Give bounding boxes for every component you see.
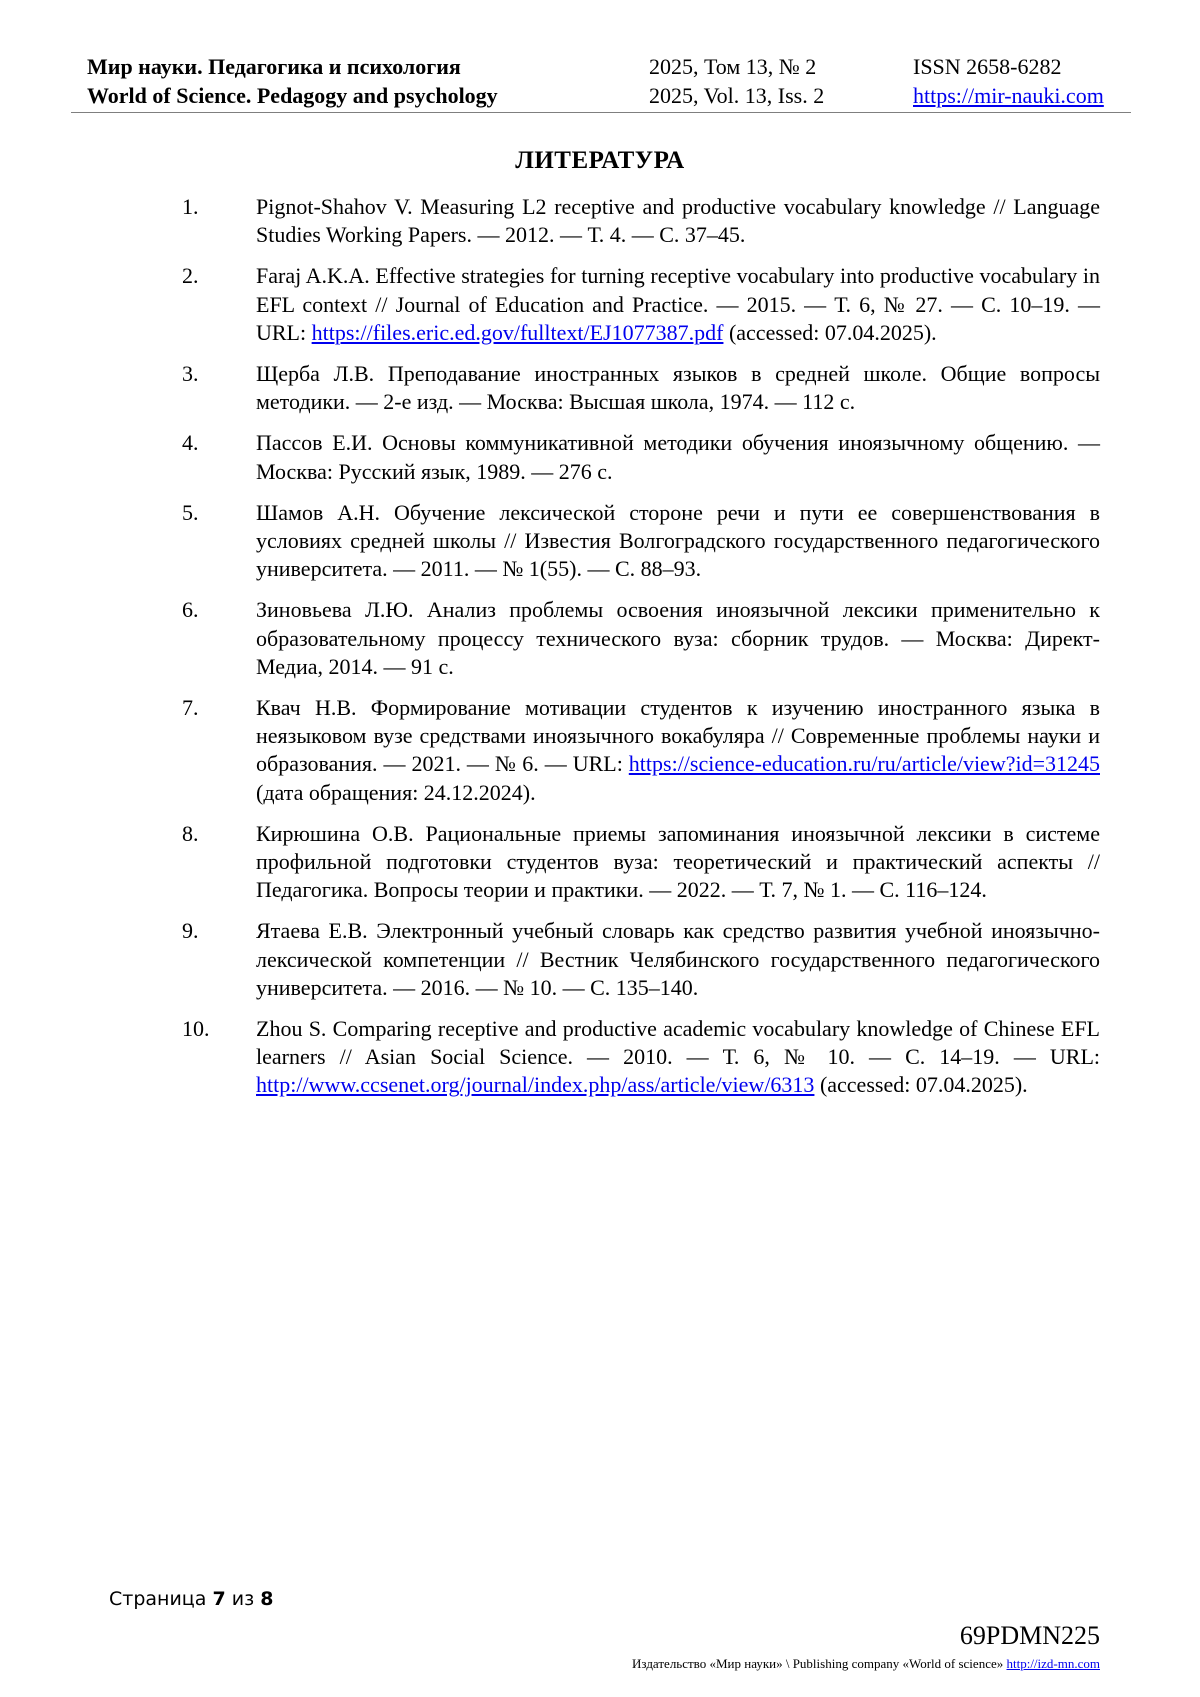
reference-number: 5. (182, 499, 199, 525)
reference-url-link[interactable]: https://science-education.ru/ru/article/view?id=31245 (628, 751, 1100, 777)
journal-site-link[interactable]: https://mir-nauki.com (913, 83, 1104, 108)
reference-number: 3. (182, 361, 199, 387)
reference-text: Квач Н.В. Формирование мотивации студентов к изучению иностранного языка в неязыковом вузе средствами иноязычного вокабуляра // Современные проблемы науки и образования. — 2021. — № 6. — URL: (256, 695, 1100, 777)
reference-item (182, 360, 1100, 416)
reference-text: Zhou S. Comparing receptive and productive academic vocabulary knowledge of Chinese EFL learners // Asian Social Science. — 2010. — Т. 6, № 10. — С. 14–19. — URL: (256, 1016, 1100, 1070)
journal-name (87, 52, 498, 110)
journal-header (87, 52, 1137, 110)
reference-url-link[interactable]: http://www.ccsenet.org/journal/index.php/ass/article/view/6313 (256, 1072, 815, 1098)
reference-number: 6. (182, 597, 199, 623)
reference-item (182, 499, 1100, 584)
reference-number: 8. (182, 820, 199, 846)
reference-url-link[interactable]: https://files.eric.ed.gov/fulltext/EJ1077387.pdf (311, 319, 724, 345)
reference-text: Пассов Е.И. Основы коммуникативной методики обучения иноязычному общению. — Москва: Русский язык, 1989. — 276 с. (256, 430, 1100, 484)
reference-item (182, 917, 1100, 1002)
reference-text: Faraj A.K.A. Effective strategies for turning receptive vocabulary into productive vocabulary in EFL context // Journal of Education and Practice. — 2015. — Т. 6, № 27. — С. 10–19. — URL: (256, 263, 1100, 345)
issue-ru: 2025, Том 13, № 2 (649, 54, 817, 79)
publisher-link[interactable]: http://izd-mn.com (1006, 1656, 1100, 1671)
reference-number: 7. (182, 695, 199, 721)
publisher-line (632, 1656, 1100, 1672)
reference-item (182, 694, 1100, 807)
reference-item (182, 1015, 1100, 1100)
page-prefix: Страница (109, 1588, 207, 1610)
reference-item (182, 193, 1100, 249)
reference-text: Щерба Л.В. Преподавание иностранных языков в средней школе. Общие вопросы методики. — 2-е изд. — Москва: Высшая школа, 1974. — 112 с. (256, 361, 1100, 415)
reference-text: Pignot-Shahov V. Measuring L2 receptive and productive vocabulary knowledge // Language Studies Working Papers. — 2012. — Т. 4. — С. 37–45. (256, 194, 1100, 248)
section-title: ЛИТЕРАТУРА (515, 147, 685, 174)
issue-en: 2025, Vol. 13, Iss. 2 (649, 83, 825, 108)
reference-number: 9. (182, 918, 199, 944)
page-counter (109, 1588, 273, 1610)
reference-text: Кирюшина О.В. Рациональные приемы запоминания иноязычной лексики в системе профильной подготовки студентов вуза: теоретический и практический аспекты // Педагогика. Вопросы теории и практики. — 2022. — Т. 7, № 1. — С. 116–124. (256, 820, 1100, 903)
reference-access-date: (accessed: 07.04.2025). (814, 1072, 1028, 1098)
page-current: 7 (212, 1588, 226, 1610)
reference-text: Ятаева Е.В. Электронный учебный словарь как средство развития учебной иноязычно-лексической компетенции // Вестник Челябинского государственного педагогического университета. — 2016. — № 10. — С. 135–140. (256, 918, 1100, 1000)
reference-text: Зиновьева Л.Ю. Анализ проблемы освоения иноязычной лексики применительно к образовательному процессу технического вуза: сборник трудов. — Москва: Директ-Медиа, 2014. — 91 с. (256, 597, 1100, 679)
reference-list (182, 193, 1100, 1113)
article-code: 69PDMN225 (959, 1621, 1100, 1650)
reference-number: 10. (182, 1016, 210, 1042)
issue-info (649, 52, 824, 110)
reference-number: 1. (182, 194, 199, 219)
journal-name-en: World of Science. Pedagogy and psychology (87, 83, 498, 108)
reference-access-date: (accessed: 07.04.2025). (723, 319, 937, 345)
header-divider (71, 112, 1131, 113)
page-of: из (231, 1588, 255, 1610)
reference-number: 4. (182, 430, 199, 456)
reference-item (182, 820, 1100, 905)
reference-access-date: (дата обращения: 24.12.2024). (256, 779, 536, 805)
journal-name-ru: Мир науки. Педагогика и психология (87, 54, 461, 79)
reference-item (182, 596, 1100, 681)
issn: ISSN 2658-6282 (913, 54, 1062, 79)
publisher-text: Издательство «Мир науки» \ Publishing company «World of science» (632, 1656, 1007, 1671)
reference-item (182, 429, 1100, 485)
page-total: 8 (260, 1588, 274, 1610)
reference-item (182, 262, 1100, 347)
issn-block (913, 52, 1104, 110)
reference-number: 2. (182, 263, 199, 289)
reference-text: Шамов А.Н. Обучение лексической стороне речи и пути ее совершенствования в условиях средней школы // Известия Волгоградского государственного педагогического университета. — 2011. — № 1(55). — С. 88–93. (256, 499, 1100, 582)
